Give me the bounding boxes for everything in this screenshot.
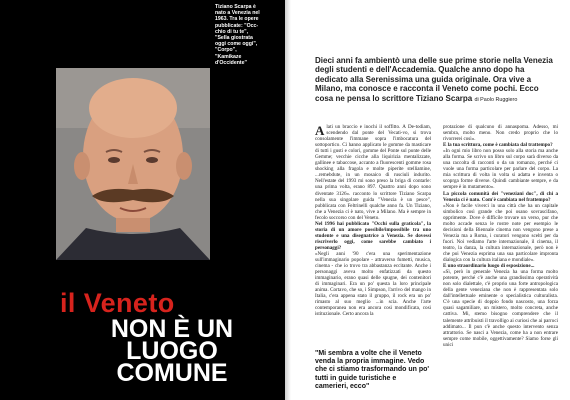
answer-4: «Sì, però in generale Venezia ha una forma molto potente, perché c'è anche una grandissima operatività non solo dialettale, c'è proprio una forte antropologica della gente veneziana che non è rappresentata solo dall'intellettuale eminente o specialistica culturalista. C'è una specie di doppio fondo nascosto, una forza quasi sagamiliare, un mistero, molto concreta, anche cattiva. Mi, stemo bisogno comprendere che il talemente attribuisti il travolligo ai curiosi che ai parroci addimato... Il pun c'è anche questo intervento senza attrattorio. Se nasci a Venezia, come ha a non entrare sempre come mobile, oggettivamente? Siamo forse gli unici (443, 269, 558, 348)
right-page (291, 0, 570, 400)
question-2: E la tua scrittura, come è cambiata dal trattempo? (443, 142, 553, 149)
intro-paragraph (315, 124, 431, 221)
pull-quote: "Mi sembra a volte che il Veneto venda la propria immagine. Vedo che ci stiamo trasformando un po' tutti in guide turistiche e camerieri, ecco" (315, 350, 430, 390)
intro-text: lati un braccio e inochi il soffitto. A De-todiam, scendendo dal ponte del Vecati-vo, si trova consolamente l'immane sopra l'imbocatura del sottoportico. Ci hanno applicato le gomme da masticare di tutti i gusti e colori, gomme del Ponte sul ponte delle Gemme; vecchie cicche alla liquirizia mentalizzate, gallinee e tabaccose, accanto a fluorescenti gomme rosa shocking alla fragola e molte piperite stelliamine, ...remebdute, in un mosaico di rusciuli indurito. Nell'estate del 1993 mi sono preso la briga di contarle: una prima volta, erano 897. Quattro anni dopo sono diventate 3126». racconto lo scrittore Tiziano Scarpa nella sua singolare guida "Venezia è un pesce", pubblicata con Feltrinelli qualche anno fa. Un Tiziano, che a Venezia ci è nato, vive a Milano. Ma è sempre in fecolo soccorso con del Veneto. (315, 124, 431, 221)
author-caption: Tiziano Scarpa è nato a Venezia nel 1963. Tra le opere pubblicate: "Occ- chio di tu te", "Sella giostrata oggi come oggi", "Corpo", "Kamikaze d'Occidente" (215, 4, 260, 66)
headline-red: il Veneto (60, 288, 175, 318)
lead-text: Dieci anni fa ambientò una delle sue prime storie nella Venezia degli studenti e dell'Accademia. Qualche anno dopo ha dedicato alla Serenissima una guida originale. Ora vive a Milano, ma conosce e racconta il Veneto come pochi. Ecco cosa ne pensa lo scrittore Tiziano Scarpa (315, 56, 553, 103)
article-column-2 (443, 124, 558, 348)
answer-3: «Non è facile viverci in una città che ha un capitale simbolico così grande che poi osano sovrascifano, opprimente. Dove è difficile trovare un verso, pur che molto accade senza le rostre note per esempio le decisioni della Biennale cinema non vengono prese a Venezia ma a Roma, i curatori vengono scelti per da fuori. Noi vediamo l'arte internazionale, il cinema, il teatro, la danza, la cultura internazionale, però non è che poi Venezia esprima una sua particolare impronta dialogica con la cultura italiana e mondiale». (443, 202, 558, 264)
answer-1-continued: protazione di qualcuno di annaspoma. Adesso, mi sembra, molto meno. Non credo proprio che lo rivorrerei così». (443, 124, 558, 143)
question-4: E uno straordinario luogo di esposizione... (443, 263, 535, 270)
lead-paragraph (315, 56, 557, 105)
byline: di Paolo Ruggiero (474, 96, 518, 103)
article-column-1 (315, 124, 431, 318)
answer-2: «In ogni mio libro non posso solo alla storia ma anche alla forma. Se scrivo un libro sul corpo sarà diverso da una raccolta di racconti o da un romanzo, perché ci vuole una forma particolare per parlare del corpo. La mia scrittura di volta in volta si adatta e inventa o scoprga forme diverse. Quindi cambiante sempre, e da sempre è in mutamento». (443, 148, 558, 191)
question-3: La piccola comunità dei "veneziani doc", di chi a Venezia ci è nato. Com'è cambiata nel frattempo? (443, 190, 558, 203)
dropcap: A (315, 123, 325, 138)
question-1: Nel 1996 hai pubblicato "Occhi sulla graticola", la storia di un amore possibile/impossibile tra uno studente e una disegnatrice a Venezia. Se dovessi riscriverlo oggi, come sarebbe cambiato i personaggi? (315, 220, 431, 251)
answer-1: «Negli anni '90 c'era una sperimentazione sull'immaginario popolare - attraverso fumetti, musica, cinema - che io trovo tra abbastanza eccitante. Anche i personaggi aveva molto enfatizzati da questo immaginario, erano quasi delle spugne, dei contenitori di immaginari. Era un po' questa la loro principale anima. Cortavo, che so, i Simpson, l'arrivo del mango in Italia, c'era appena stato il gruppo, il rock era un po' rimasto al suo meglio ...in scia. Anche l'arte contemporanea non era ancora così mondificata, così istituzionale. Certo ancora la (315, 250, 431, 318)
headline-white: NON È UN LUOGO COMUNE (110, 315, 234, 387)
portrait-photo (56, 68, 210, 260)
